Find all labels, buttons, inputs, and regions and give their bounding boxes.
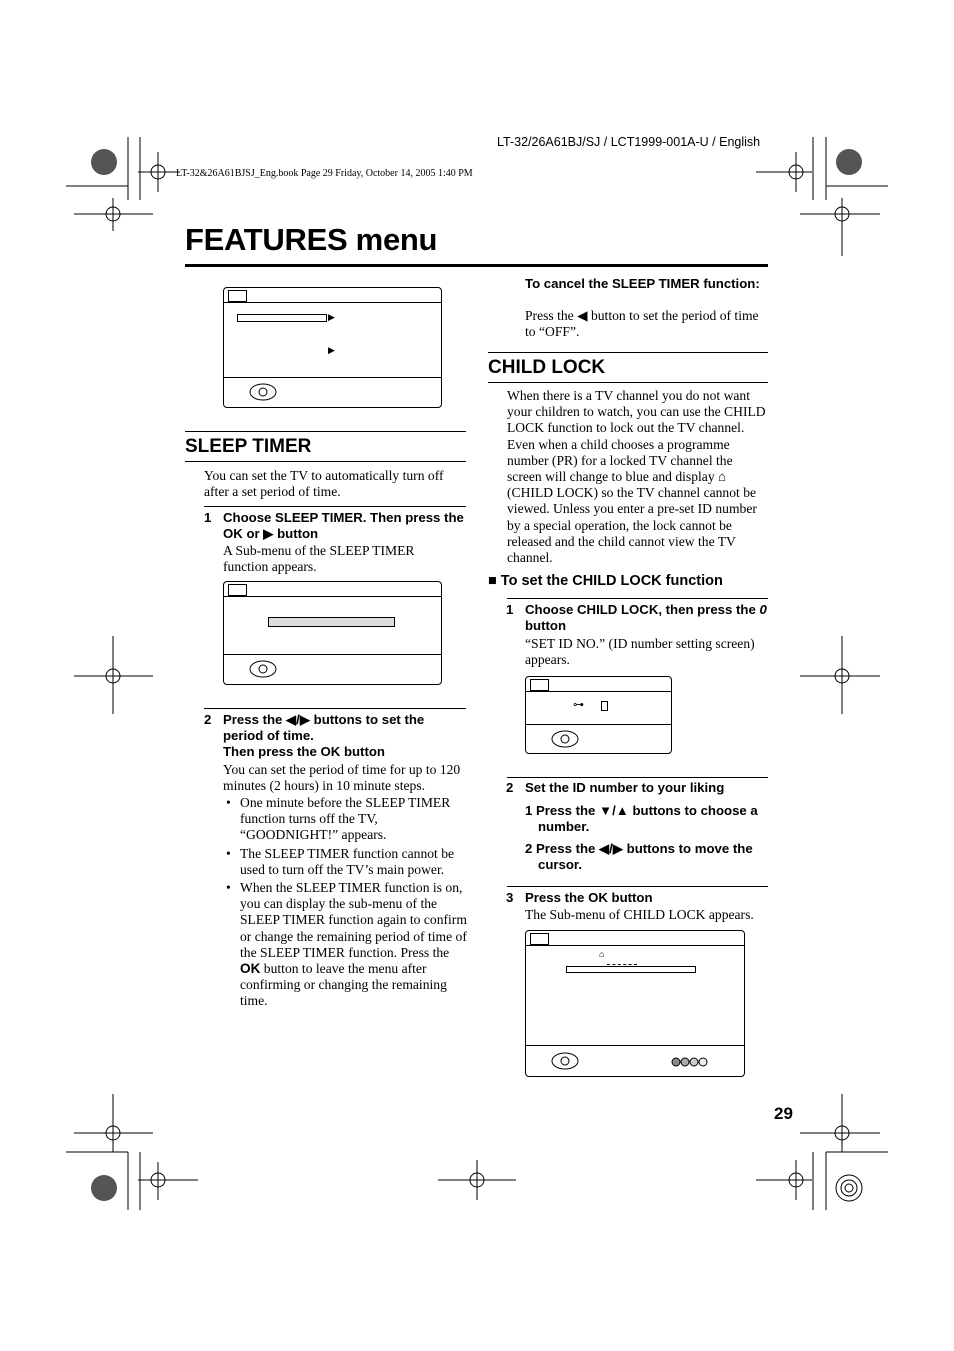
page-title: FEATURES menu (185, 222, 438, 257)
color-buttons-icon (671, 1051, 711, 1071)
child-lock-intro: When there is a TV channel you do not want your children to watch, you can use the CHILD LOCK function to lock out the TV channel. Even when a child chooses a programme number (PR) for a locked TV channel the screen will change to blue and display ⌂ (CHILD LOCK) so the TV channel cannot be viewed. Unless you enter a pre-set ID number by a special operation, the lock cannot be released and the child cannot view the TV channel. (507, 388, 766, 566)
joystick-icon (550, 729, 580, 749)
id-digit-cursor (601, 701, 608, 711)
sleep-timer-submenu-illustration (223, 581, 442, 685)
child-lock-step-3-body: The Sub-menu of CHILD LOCK appears. (525, 907, 754, 922)
cancel-sleep-timer-body: Press the ◀ button to set the period of time to “OFF”. (525, 308, 759, 340)
list-item: • One minute before the SLEEP TIMER function turns off the TV, “GOODNIGHT!” appears. (223, 795, 468, 844)
section-heading-sleep-timer: SLEEP TIMER (185, 436, 312, 457)
print-info-line: LT-32&26A61BJSJ_Eng.book Page 29 Friday, October 14, 2005 1:40 PM (176, 168, 473, 179)
section-heading-child-lock: CHILD LOCK (488, 357, 606, 378)
right-arrow-icon: ▶ (328, 345, 335, 355)
list-item: • The SLEEP TIMER function cannot be used to turn off the TV’s main power. (223, 846, 468, 878)
highlight-bar (566, 966, 696, 973)
title-underline (185, 264, 768, 267)
child-lock-step-1-title: 1 Choose CHILD LOCK, then press the 0 button (506, 602, 767, 633)
tv-menu-icon (228, 584, 247, 596)
tv-menu-icon (228, 290, 247, 302)
square-bullet-icon: ■ (488, 573, 497, 589)
sleep-step-2-title: 2 Press the ◀/▶ buttons to set the period of time. Then press the OK button (204, 712, 425, 759)
document-code: LT-32/26A61BJ/SJ / LCT1999-001A-U / English (497, 135, 761, 149)
sleep-step-1-title: 1 Choose SLEEP TIMER. Then press the OK or ▶ button (204, 510, 464, 541)
right-arrow-icon: ▶ (328, 312, 335, 322)
sleep-timer-intro: You can set the TV to automatically turn off after a set period of time. (204, 468, 444, 500)
sleep-step-1-body: A Sub-menu of the SLEEP TIMER function appears. (223, 543, 415, 575)
highlight-bar (237, 314, 327, 322)
sleep-step-2-body: You can set the period of time for up to 120 minutes (2 hours) in 10 minute steps. (223, 762, 461, 794)
child-lock-subheading: ■ To set the CHILD LOCK function (488, 573, 723, 589)
child-lock-step-1-body: “SET ID NO.” (ID number setting screen) appears. (525, 636, 755, 668)
page-number: 29 (774, 1104, 793, 1123)
list-item: • When the SLEEP TIMER function is on, you can display the sub-menu of the SLEEP TIMER function again to confirm or change the remaining period of time of the SLEEP TIMER function. Press the OK button to leave the menu after confirming or changing the remaining time. (223, 880, 468, 1010)
joystick-icon (248, 659, 278, 679)
child-lock-step-2-title: 2 Set the ID number to your liking (506, 780, 725, 795)
timer-slider (268, 617, 395, 627)
key-icon: ⊶ (573, 699, 584, 711)
child-lock-step-2-sub-2: 2 Press the ◀/▶ buttons to move the cursor. (525, 841, 753, 872)
child-lock-step-2-sub-1: 1 Press the ▼/▲ buttons to choose a number. (525, 803, 758, 834)
tv-menu-icon (530, 933, 549, 945)
child-lock-icon: ⌂ (599, 949, 605, 959)
cancel-sleep-timer-title: To cancel the SLEEP TIMER function: (525, 276, 760, 291)
sleep-notes-list (223, 795, 468, 1010)
joystick-icon (550, 1051, 580, 1071)
tv-menu-icon (530, 679, 549, 691)
joystick-icon (248, 382, 278, 402)
set-id-screen-illustration (525, 676, 672, 754)
child-lock-submenu-illustration (525, 930, 745, 1077)
menu-screen-illustration (223, 287, 442, 408)
child-lock-step-3-title: 3 Press the OK button (506, 890, 653, 905)
